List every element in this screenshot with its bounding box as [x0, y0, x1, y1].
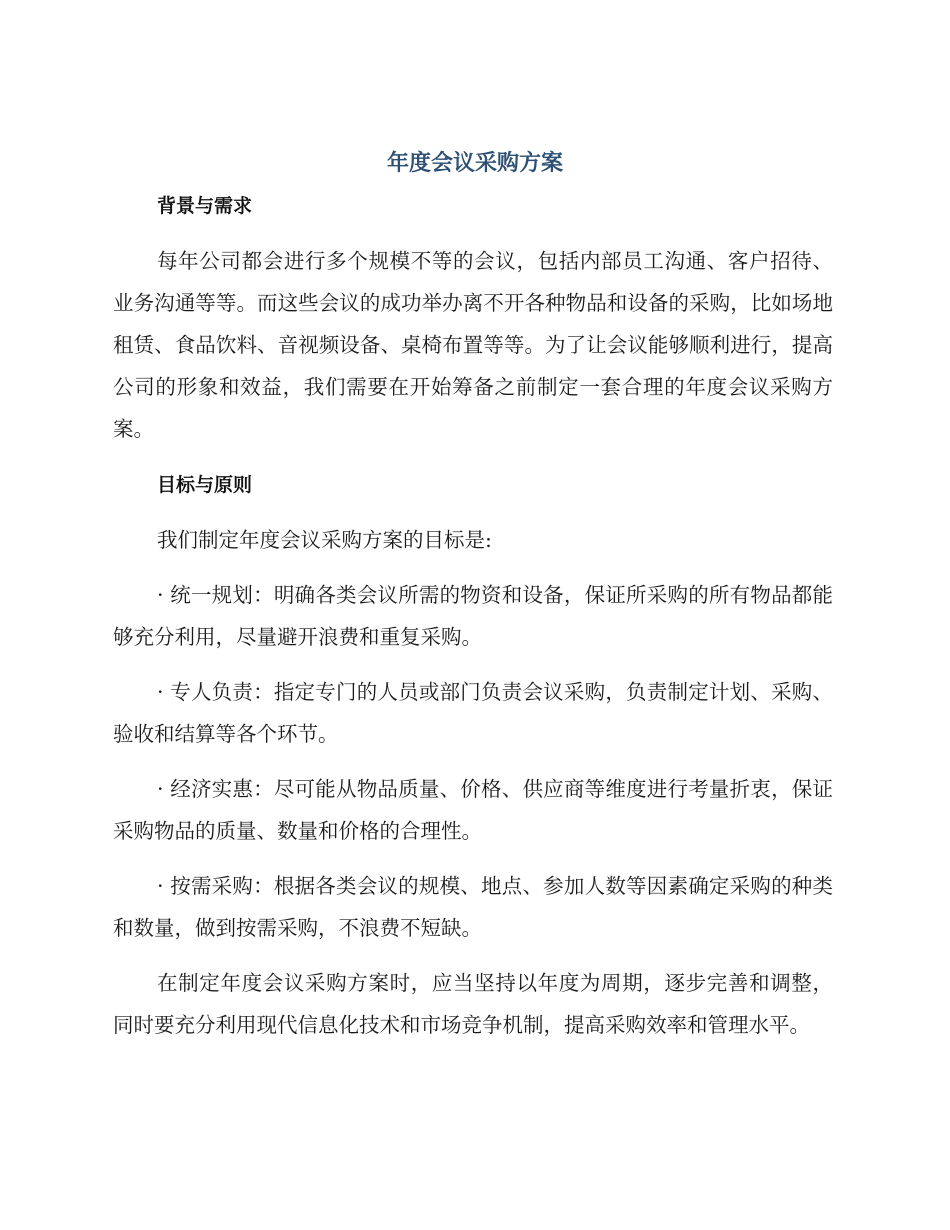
document-title: 年度会议采购方案 — [386, 151, 563, 176]
bullet-item: · 统一规划：明确各类会议所需的物资和设备，保证所采购的所有物品都能够充分利用，尽量避开浪费和重复采购。 — [113, 583, 833, 649]
bullet-item: · 专人负责：指定专门的人员或部门负责会议采购，负责制定计划、采购、验收和结算等各个环节。 — [113, 680, 833, 746]
paragraph: 在制定年度会议采购方案时，应当坚持以年度为周期，逐步完善和调整，同时要充分利用现代信息化技术和市场竞争机制，提高采购效率和管理水平。 — [113, 971, 833, 1037]
section-heading-goals: 目标与原则 — [157, 474, 253, 496]
section-body-goals — [113, 519, 833, 1046]
paragraph: 每年公司都会进行多个规模不等的会议，包括内部员工沟通、客户招待、业务沟通等等。而这些会议的成功举办离不开各种物品和设备的采购，比如场地租赁、食品饮料、音视频设备、桌椅布置等等。为了让会议能够顺利进行，提高公司的形象和效益，我们需要在开始筹备之前制定一套合理的年度会议采购方案。 — [113, 249, 833, 441]
section-heading-background: 背景与需求 — [157, 195, 253, 217]
paragraph: 我们制定年度会议采购方案的目标是: — [157, 528, 492, 552]
section-body-background — [113, 240, 833, 450]
bullet-item: · 经济实惠：尽可能从物品质量、价格、供应商等维度进行考量折衷，保证采购物品的质量、数量和价格的合理性。 — [113, 777, 833, 843]
bullet-item: · 按需采购：根据各类会议的规模、地点、参加人数等因素确定采购的种类和数量，做到按需采购，不浪费不短缺。 — [113, 874, 833, 940]
